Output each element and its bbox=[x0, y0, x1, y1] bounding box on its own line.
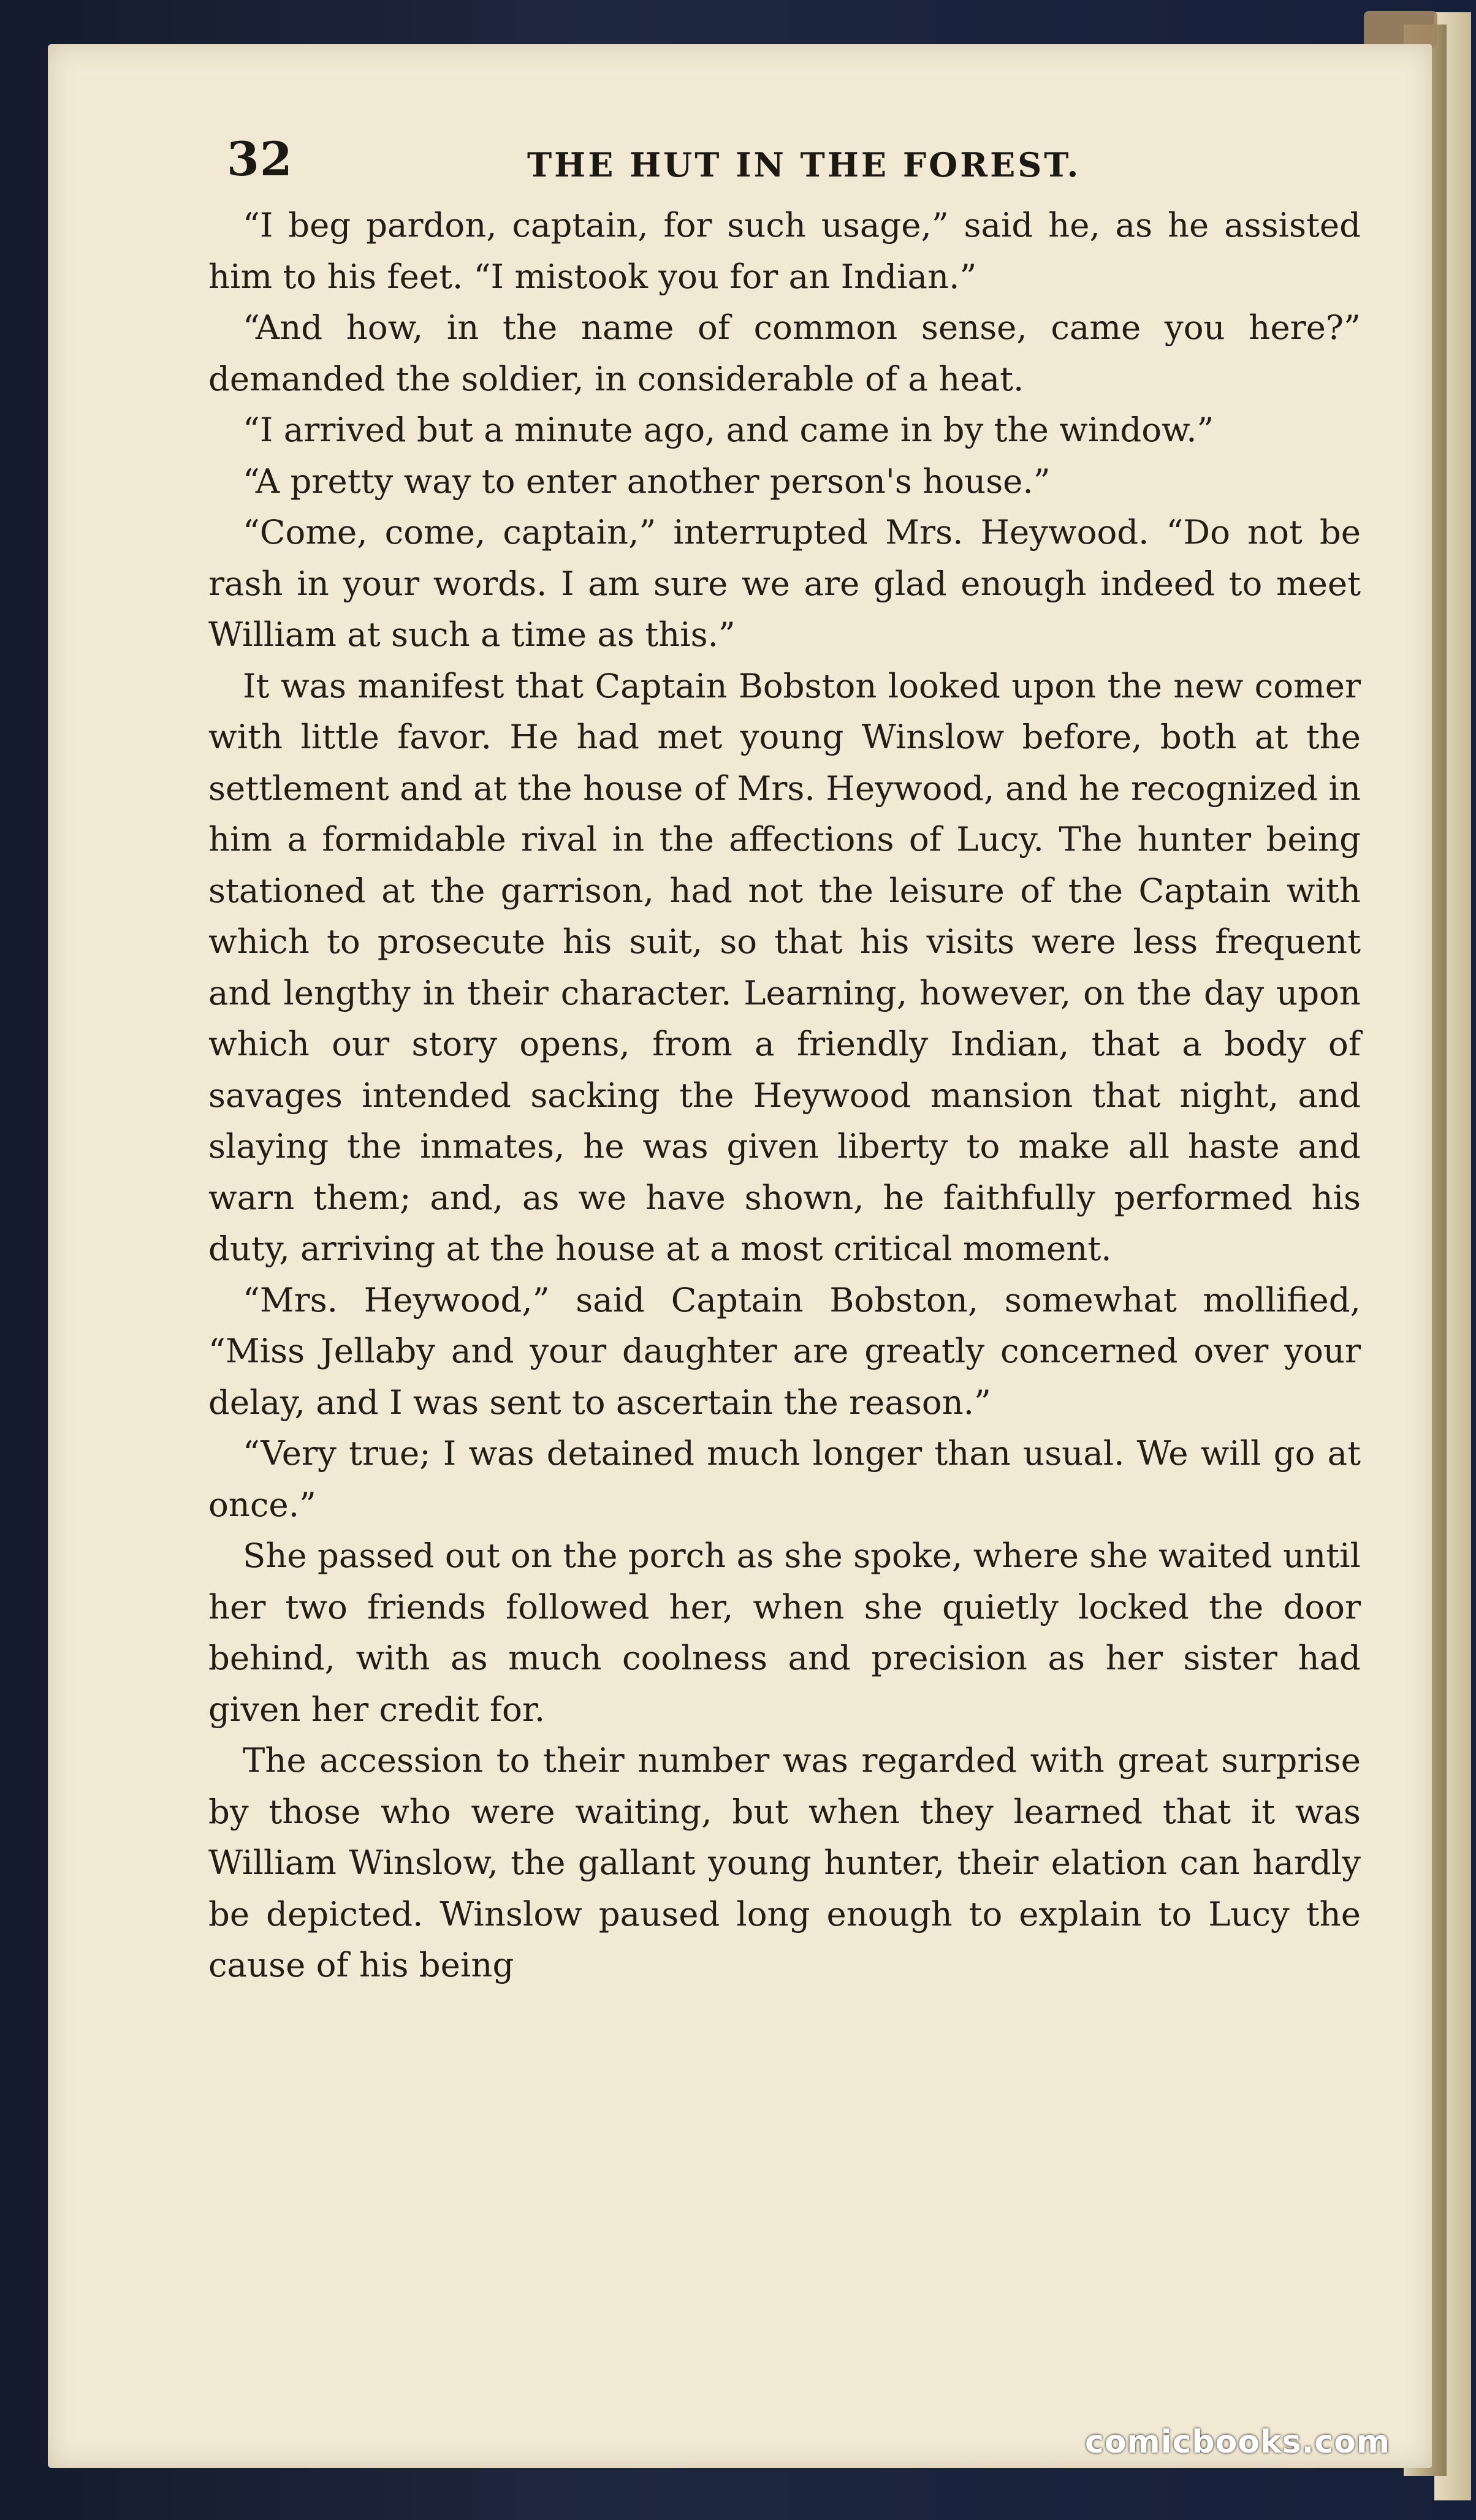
body-text bbox=[208, 200, 1361, 1991]
page-number: 32 bbox=[227, 132, 293, 186]
paragraph: It was manifest that Captain Bobston looked upon the new comer with little favor. He had met young Winslow before, both at the settlement and at the house of Mrs. Heywood, and he recognized in him a formidable rival in the affections of Lucy. The hunter being stationed at the garrison, had not the leisure of the Captain with which to prosecute his suit, so that his visits were less frequent and lengthy in their character. Learning, however, on the day upon which our story opens, from a friendly Indian, that a body of savages intended sacking the Heywood mansion that night, and slaying the inmates, he was given liberty to make all haste and warn them; and, as we have shown, he faithfully performed his duty, arriving at the house at a most critical moment. bbox=[208, 666, 1361, 1268]
paragraph: “Very true; I was detained much longer than usual. We will go at once.” bbox=[208, 1433, 1361, 1524]
watermark: comicbooks.com bbox=[1085, 2424, 1391, 2461]
paragraph: “Mrs. Heywood,” said Captain Bobston, somewhat mollified, “Miss Jellaby and your daughter are greatly concerned over your delay, and I was sent to ascertain the reason.” bbox=[208, 1280, 1361, 1422]
paragraph: She passed out on the porch as she spoke, where she waited until her two friends followed her, when she quietly locked the door behind, with as much coolness and precision as her sister had given her credit for. bbox=[208, 1536, 1361, 1729]
paragraph: “Come, come, captain,” interrupted Mrs. Heywood. “Do not be rash in your words. I am sure we are glad enough indeed to meet William at such a time as this.” bbox=[208, 512, 1361, 654]
tape-fragment bbox=[1364, 11, 1437, 48]
page-header bbox=[227, 132, 1336, 205]
paragraph: The accession to their number was regarded with great surprise by those who were waiting, but when they learned that it was William Winslow, the gallant young hunter, their elation can hardly be depicted. Winslow paused long enough to explain to Lucy the cause of his being bbox=[208, 1740, 1361, 1984]
paragraph: “And how, in the name of common sense, came you here?” demanded the soldier, in considerable of a heat. bbox=[208, 308, 1361, 398]
paragraph: “A pretty way to enter another person's house.” bbox=[243, 461, 1051, 501]
paragraph: “I beg pardon, captain, for such usage,” said he, as he assisted him to his feet. “I mistook you for an Indian.” bbox=[208, 205, 1361, 296]
running-title: THE HUT IN THE FOREST. bbox=[527, 145, 1081, 184]
paragraph: “I arrived but a minute ago, and came in by the window.” bbox=[243, 410, 1214, 449]
